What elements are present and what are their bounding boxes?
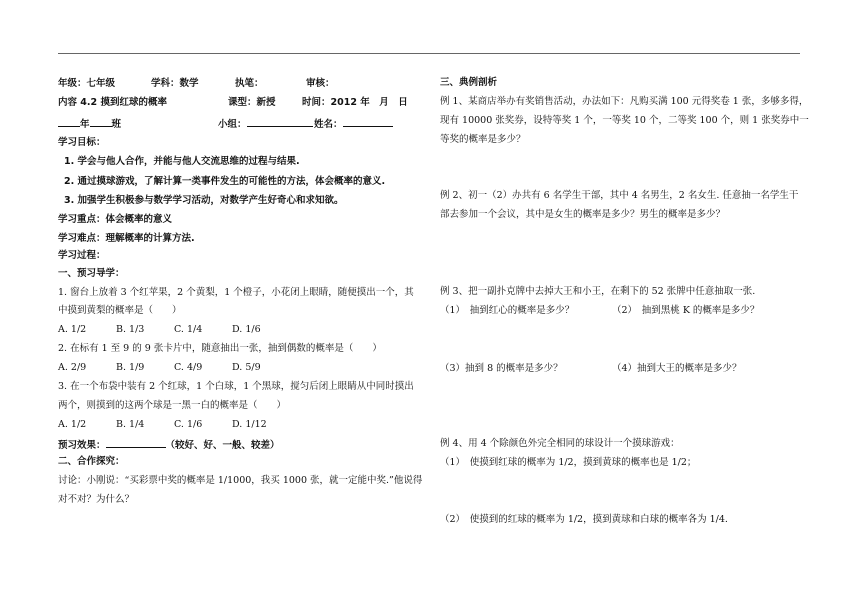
year-label: 年 [80,119,90,130]
discussion-line1: 讨论：小刚说：“买彩票中奖的概率是 1/1000，我买 1000 张，就一定能中奖.”他说得 [58,475,423,486]
effect-blank[interactable] [106,437,166,448]
process-title: 学习过程： [58,250,106,261]
objectives-title: 学习目标： [58,137,106,148]
q1-line1: 1. 窗台上放着 3 个红苹果，2 个黄梨，1 个橙子，小花闭上眼睛，随便摸出一个，其 [58,287,414,298]
option: D. 1/6 [232,324,261,335]
option: B. 1/4 [116,419,145,430]
q2-options [58,361,290,374]
option: C. 1/6 [174,419,203,430]
option: B. 1/3 [116,324,145,335]
option: C. 4/9 [174,362,203,373]
ex3-q3: （3）抽到 8 的概率是多少？ [440,363,563,374]
writer-label: 执笔： [235,78,264,89]
q3-options [58,418,290,431]
objective-item: 1. 学会与他人合作，并能与他人交流思维的过程与结果. [64,156,300,167]
name-label: 姓名： [314,119,343,130]
time-label: 时间：2012 年 月 日 [302,97,408,108]
option: A. 2/9 [58,362,87,373]
class-label: 班 [111,119,122,130]
option: B. 1/9 [116,362,145,373]
objective-item: 2. 通过摸球游戏，了解计算一类事件发生的可能性的方法，体会概率的意义. [64,176,386,187]
section3-title: 三、典例剖析 [440,77,498,88]
subject-label: 学科：数学 [151,78,199,89]
q3-line2: 两个，则摸到的这两个球是一黑一白的概率是（ ） [58,400,287,411]
group-label: 小组： [218,119,247,130]
difficulty: 学习难点：理解概率的计算方法. [58,233,195,244]
reviewer-label: 审核： [306,78,335,89]
lesson-type-label: 课型：新授 [228,97,276,108]
ex3-q1: （1） 抽到红心的概率是多少？ [440,305,575,316]
q2-line1: 2. 在标有 1 至 9 的 9 张卡片中，随意抽出一张，抽到偶数的概率是（ ） [58,343,382,354]
ex1-line2: 现有 10000 张奖券，设特等奖 1 个，一等奖 10 个，二等奖 100 个，则 1 张奖券中一 [440,115,809,126]
ex4-q1: （1） 使摸到红球的概率为 1/2，摸到黄球的概率也是 1/2； [440,457,697,468]
name-blank[interactable] [343,116,393,127]
ex4-q2: （2） 使摸到的红球的概率为 1/2，摸到黄球和白球的概率各为 1/4. [440,514,728,525]
ex1-line1: 例 1、某商店举办有奖销售活动，办法如下：凡购买满 100 元得奖卷 1 张，多够多得， [440,96,809,107]
option: D. 1/12 [232,419,267,430]
ex1-line3: 等奖的概率是多少？ [440,134,526,145]
ex2-line1: 例 2、初一（2）办共有 6 名学生干部，其中 4 名男生，2 名女生. 任意抽一名学生干 [440,190,799,201]
effect-options: （较好、好、一般、较差） [165,440,280,451]
ex3-q2: （2） 抽到黑桃 K 的概率是多少？ [612,305,760,316]
q1-options [58,323,290,336]
option: D. 5/9 [232,362,261,373]
option: A. 1/2 [58,419,87,430]
option: C. 1/4 [174,324,203,335]
ex4-line1: 例 4、用 4 个除颜色外完全相同的球设计一个摸球游戏： [440,438,680,449]
effect-label: 预习效果： [58,440,106,451]
q1-line2: 中摸到黄梨的概率是（ ） [58,305,182,316]
group-blank[interactable] [247,116,313,127]
year-blank[interactable] [58,116,80,127]
ex2-line2: 部去参加一个会议，其中是女生的概率是多少？男生的概率是多少？ [440,209,726,220]
content-label: 内容 4.2 摸到红球的概率 [58,97,167,108]
ex3-line1: 例 3、把一副扑克牌中去掉大王和小王，在剩下的 52 张牌中任意抽取一张. [440,286,756,297]
section1-title: 一、预习导学： [58,268,125,279]
key-point: 学习重点：体会概率的意义 [58,214,173,225]
name-row [314,116,393,131]
discussion-line2: 对不对？为什么？ [58,494,135,505]
class-blank[interactable] [90,116,112,127]
grade-label: 年级：七年级 [58,78,116,89]
header-rule [58,53,800,54]
q3-line1: 3. 在一个布袋中装有 2 个红球，1 个白球，1 个黑球，搅匀后闭上眼睛从中同时摸出 [58,381,414,392]
objective-item: 3. 加强学生积极参与数学学习活动，对数学产生好奇心和求知欲。 [64,195,344,206]
class-info-row [58,116,121,131]
ex3-q4: （4）抽到大王的概率是多少？ [612,363,742,374]
group-row [218,116,313,131]
effect-row [58,437,280,452]
option: A. 1/2 [58,324,87,335]
section2-title: 二、合作探究： [58,456,125,467]
